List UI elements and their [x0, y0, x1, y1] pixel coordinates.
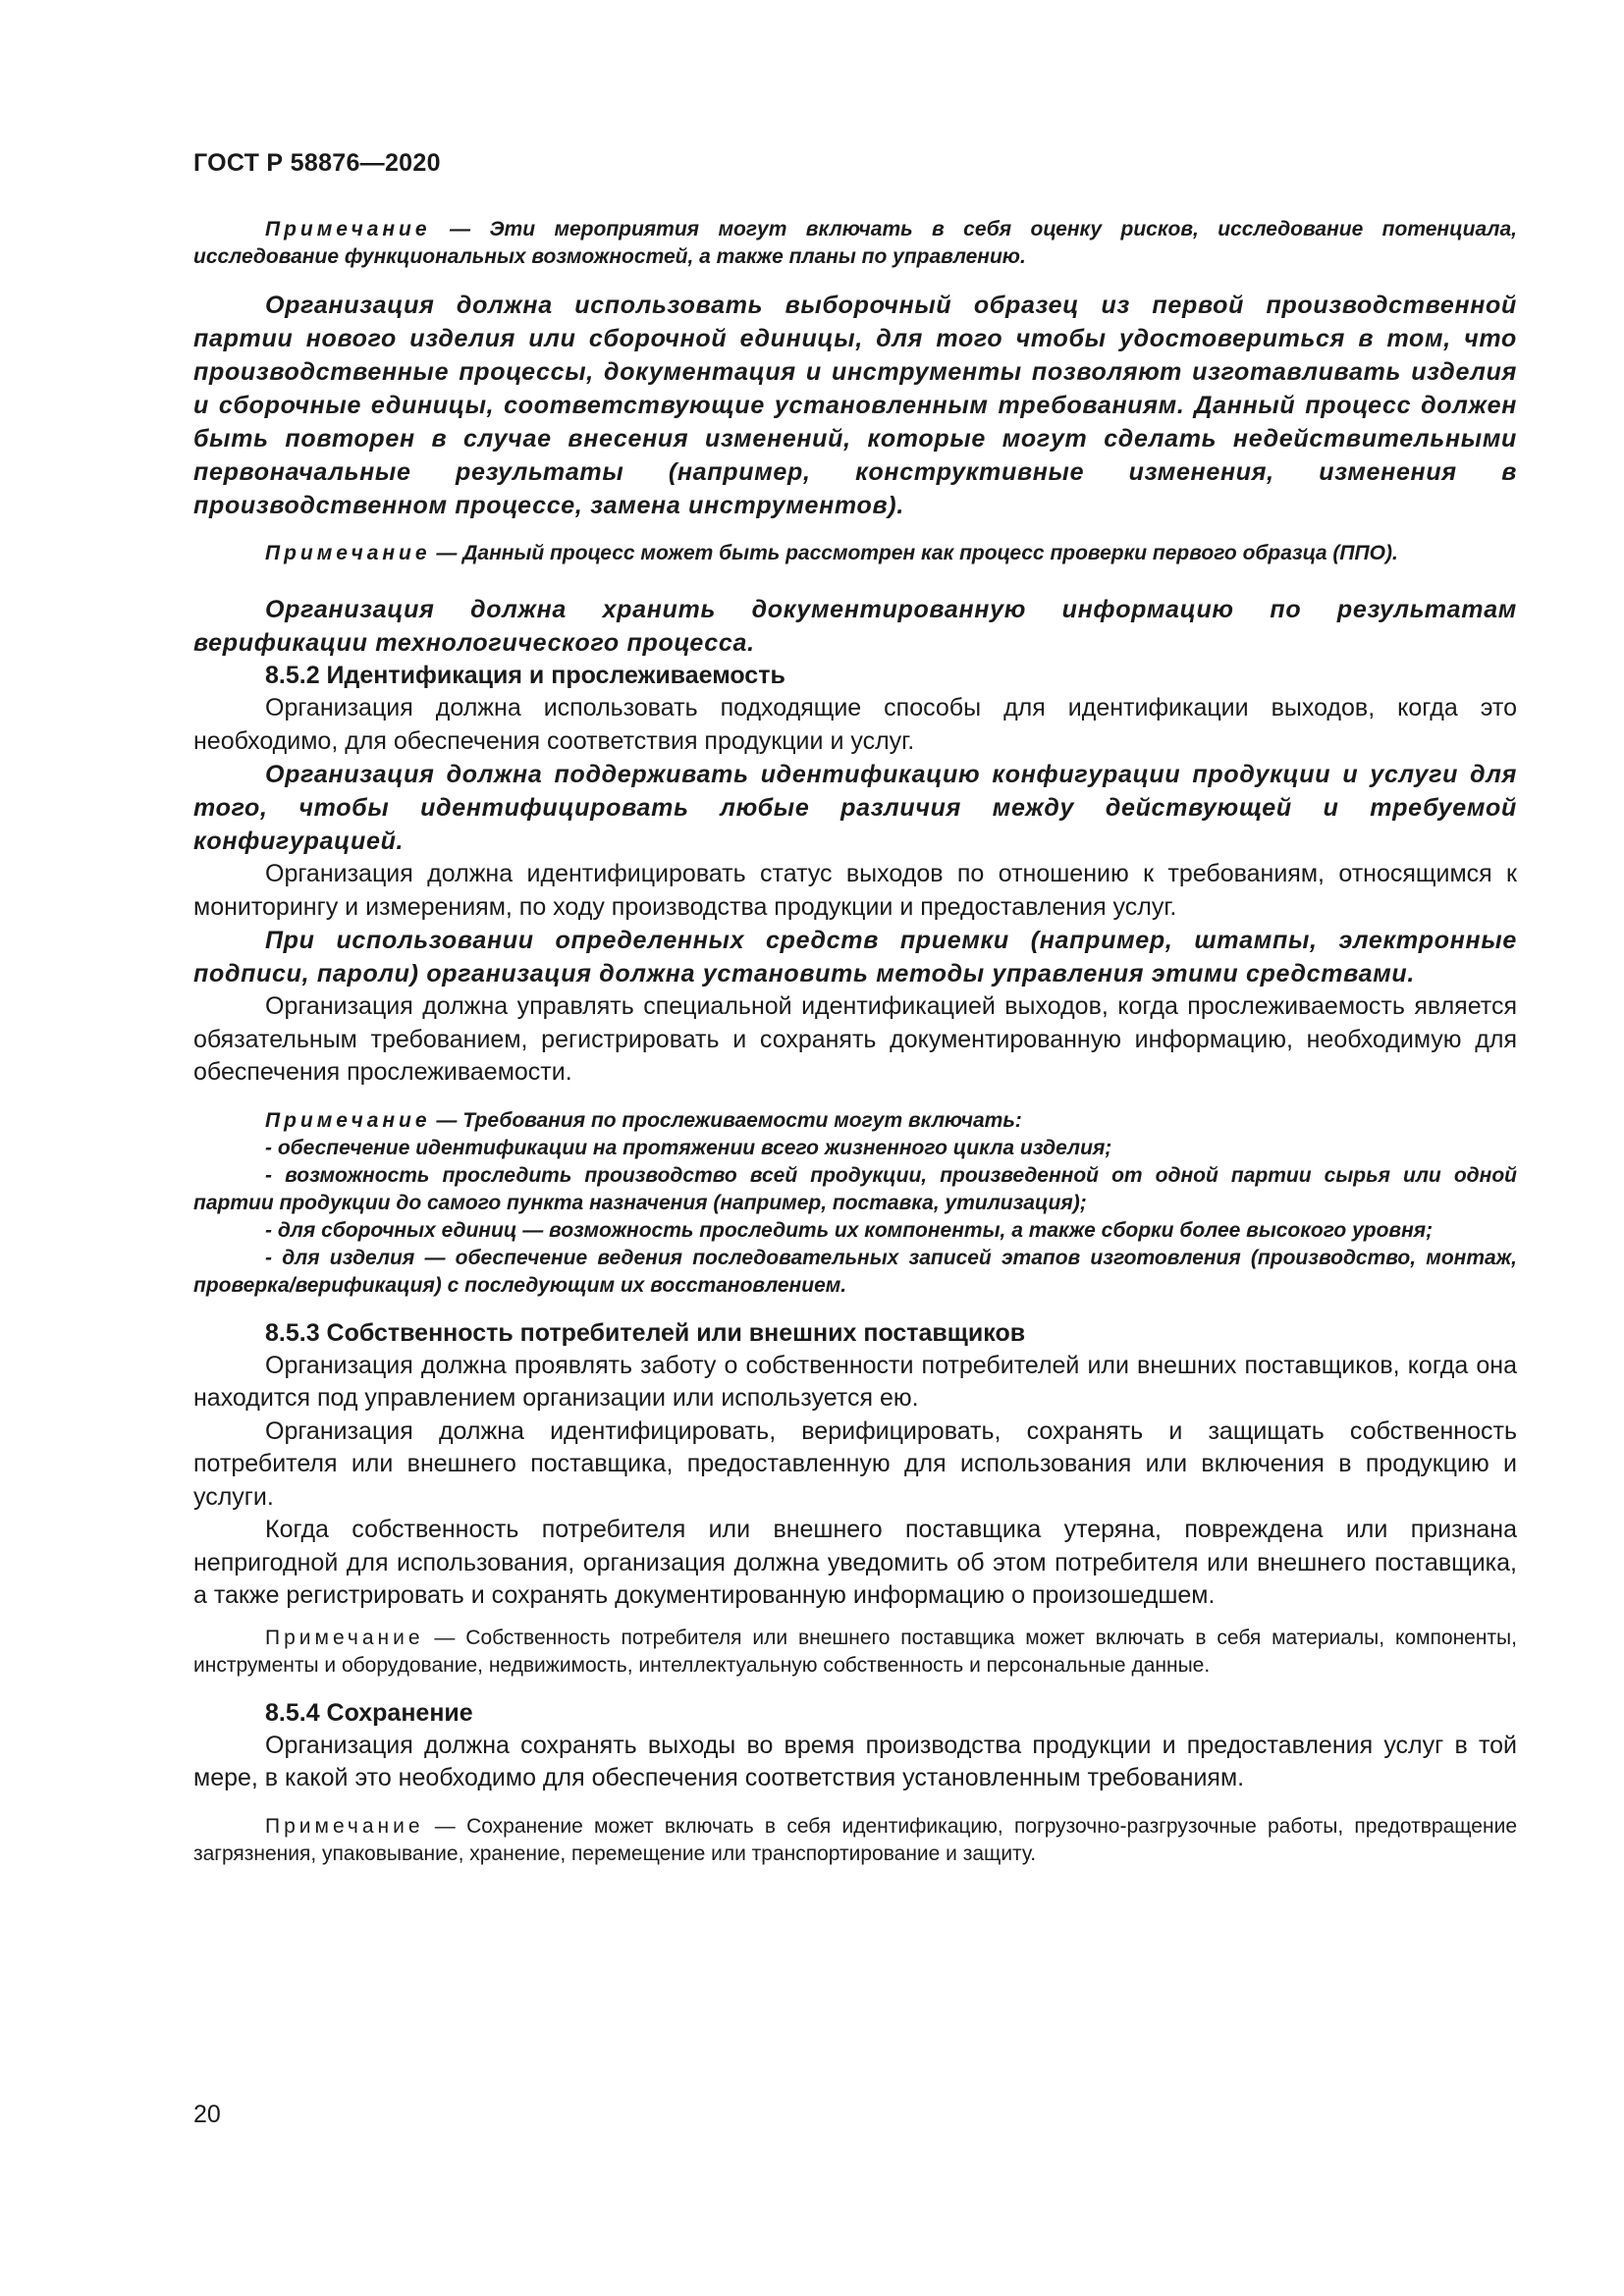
note-traceability — [193, 1107, 1517, 1300]
paragraph-8-5-2-traceability: Организация должна управлять специальной идентификацией выходов, когда прослеживаемость является обязательным требованием, регистрировать и сохранять документированную информацию, необходимую для обеспечения прослеживаемости. — [193, 992, 1517, 1086]
note-risk-assessment — [193, 216, 1517, 271]
note-list-item: - для изделия — обеспечение ведения последовательных записей этапов изготовления (производство, монтаж, проверка/верификация) с последующим их восстановлением. — [193, 1246, 1517, 1297]
section-heading-8-5-2: 8.5.2 Идентификация и прослеживаемость — [265, 662, 785, 689]
note-text: Сохранение может включать в себя идентификацию, погрузочно-разгрузочные работы, предотвращение загрязнения, упаковывание, хранение, перемещение или транспортирование и защиту. — [193, 1814, 1517, 1865]
page-content — [193, 216, 1517, 1868]
note-dash: — — [423, 1626, 466, 1649]
note-text: Собственность потребителя или внешнего поставщика может включать в себя материалы, компоненты, инструменты и оборудование, недвижимость, интеллектуальную собственность и персональные данные. — [193, 1626, 1517, 1677]
note-dash: — — [430, 1108, 463, 1132]
note-first-article — [193, 540, 1517, 567]
document-header: ГОСТ Р 58876—2020 — [193, 149, 441, 177]
note-dash: — — [423, 1814, 467, 1838]
note-dash: — — [430, 218, 490, 240]
paragraph-store-verification: Организация должна хранить документированную информацию по результатам верификации технологического процесса. — [193, 596, 1517, 657]
paragraph-8-5-2-acceptance-means: При использовании определенных средств приемки (например, штампы, электронные подписи, пароли) организация должна установить методы управления этими средствами. — [193, 927, 1517, 988]
note-label: Примечание — [265, 1108, 431, 1132]
note-property — [193, 1625, 1517, 1680]
note-label: Примечание — [265, 542, 431, 564]
note-dash: — — [430, 542, 463, 564]
note-label: Примечание — [265, 1814, 424, 1838]
note-preservation — [193, 1813, 1517, 1868]
page-number: 20 — [193, 2101, 221, 2128]
note-text: Данный процесс может быть рассмотрен как процесс проверки первого образца (ППО). — [462, 542, 1398, 564]
note-label: Примечание — [265, 1626, 424, 1649]
paragraph-8-5-3-lost-property: Когда собственность потребителя или внешнего поставщика утеряна, повреждена или признана непригодной для использования, организация должна уведомить об этом потребителя или внешнего поставщика, а также регистрировать и сохранять документированную информацию о произошедшем. — [193, 1516, 1517, 1609]
paragraph-8-5-2-identification: Организация должна использовать подходящие способы для идентификации выходов, когда это необходимо, для обеспечения соответствия продукции и услуг. — [193, 694, 1517, 755]
paragraph-8-5-2-configuration: Организация должна поддерживать идентификацию конфигурации продукции и услуги для того, чтобы идентифицировать любые различия между действующей и требуемой конфигурацией. — [193, 761, 1517, 855]
note-traceability-intro — [193, 1107, 1517, 1135]
note-text: Эти мероприятия могут включать в себя оценку рисков, исследование потенциала, исследование функциональных возможностей, а также планы по управлению. — [193, 218, 1517, 268]
note-list-item: - возможность проследить производство всей продукции, произведенной от одной партии сырья или одной партии продукции до самого пункта назначения (например, поставка, утилизация); — [193, 1163, 1517, 1214]
paragraph-8-5-2-status: Организация должна идентифицировать статус выходов по отношению к требованиям, относящимся к мониторингу и измерениям, по ходу производства продукции и предоставления услуг. — [193, 860, 1517, 921]
paragraph-first-sample: Организация должна использовать выборочный образец из первой производственной партии нового изделия или сборочной единицы, для того чтобы удостовериться в том, что производственные процессы, документация и инструменты позволяют изготавливать изделия и сборочные единицы, соответствующие установленным требованиям. Данный процесс должен быть повторен в случае внесения изменений, которые могут сделать недействительными первоначальные результаты (например, конструктивные изменения, изменения в производственном процессе, замена инструментов). — [193, 292, 1517, 519]
note-list-item: - обеспечение идентификации на протяжении всего жизненного цикла изделия; — [265, 1136, 1112, 1159]
note-list-item: - для сборочных единиц — возможность проследить их компоненты, а также сборки более высокого уровня; — [265, 1218, 1434, 1242]
section-heading-8-5-4: 8.5.4 Сохранение — [265, 1698, 473, 1727]
paragraph-8-5-4-preservation: Организация должна сохранять выходы во время производства продукции и предоставления услуг в той мере, в какой это необходимо для обеспечения соответствия установленным требованиям. — [193, 1731, 1517, 1791]
note-label: Примечание — [265, 218, 431, 240]
paragraph-8-5-3-protect: Организация должна идентифицировать, верифицировать, сохранять и защищать собственность потребителя или внешнего поставщика, предоставленную для использования или включения в продукцию и услуги. — [193, 1416, 1517, 1511]
paragraph-8-5-3-care: Организация должна проявлять заботу о собственности потребителей или внешних поставщиков, когда она находится под управлением организации или используется ею. — [193, 1351, 1517, 1412]
section-heading-8-5-3: 8.5.3 Собственность потребителей или внешних поставщиков — [265, 1318, 1026, 1347]
note-text: Требования по прослеживаемости могут включать: — [462, 1108, 1022, 1132]
